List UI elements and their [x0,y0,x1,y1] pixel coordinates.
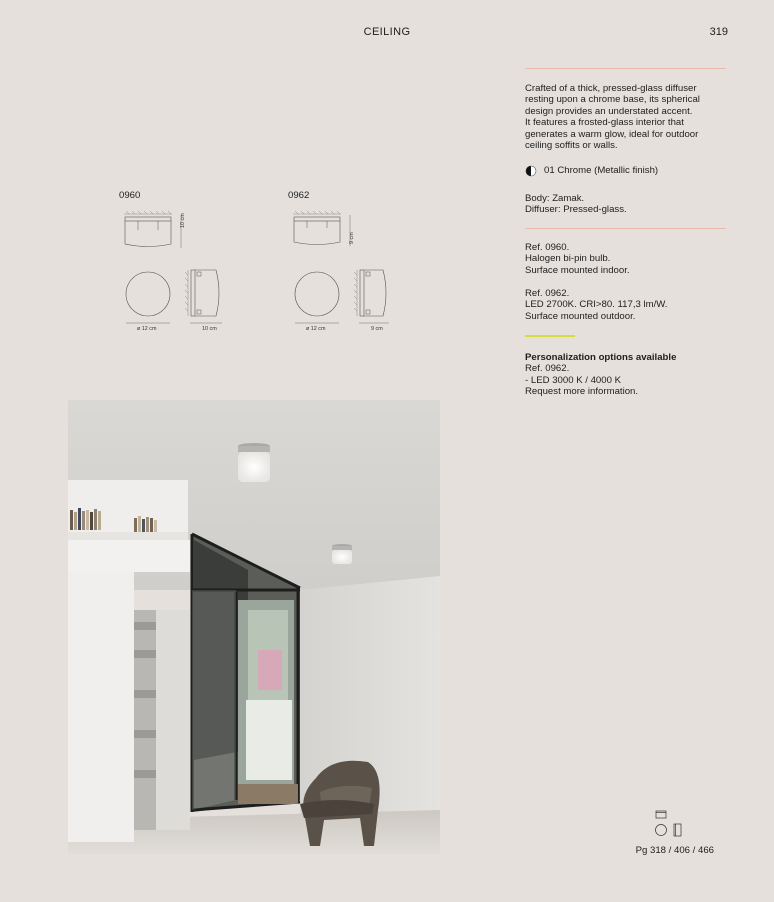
interior-photo [68,400,440,854]
depth-dimension-0962: 9 cm [371,326,383,332]
drawing-model-0960: 0960 [119,190,141,201]
technical-drawing-0962 [281,206,411,336]
diameter-dimension-0960: ø 12 cm [137,326,157,332]
round-shape-icon [656,825,667,836]
footer-icons [652,810,692,838]
drawing-model-0962: 0962 [288,190,310,201]
personalization-title: Personalization options available [525,352,677,363]
description-line: generates a warm glow, ideal for outdoor [525,128,699,140]
ref-code: Ref. 0960. [525,242,570,253]
description-line: ceiling soffits or walls. [525,140,618,152]
personalization-option: - LED 3000 K / 4000 K [525,374,621,386]
reference-0962 [525,288,667,322]
ref-line: Surface mounted indoor. [525,264,630,276]
personalization-note: Request more information. [525,386,639,398]
accent-rule-middle [525,228,726,229]
ref-code: Ref. 0962. [525,288,570,299]
ceiling-light-small [332,544,352,564]
personalization-ref: Ref. 0962. [525,363,570,375]
finish-label: 01 Chrome (Metallic finish) [544,165,659,177]
reference-0960 [525,242,630,276]
description-line: design provides an understated accent. [525,105,693,117]
ref-line: Surface mounted outdoor. [525,310,636,322]
product-description [525,83,730,151]
personalization-block [525,352,676,398]
description-line: resting upon a chrome base, its spherical [525,94,700,106]
ceiling-light-large [238,443,270,482]
technical-drawing-0960 [112,206,242,336]
half-black-circle-icon [525,165,537,177]
wall-mount-icon [674,824,681,836]
section-title: CEILING [363,26,411,38]
ref-line: LED 2700K. CRI>80. 117,3 lm/W. [525,299,668,311]
description-line: It features a frosted-glass interior that [525,117,684,129]
height-dimension-0962: 9 cm [349,232,355,244]
description-line: Crafted of a thick, pressed-glass diffuser [525,83,697,94]
diffuser-material: Diffuser: Pressed-glass. [525,204,627,216]
ref-line: Halogen bi-pin bulb. [525,253,611,265]
page-references: Pg 318 / 406 / 466 [635,845,714,856]
height-dimension-0960: 10 cm [180,213,186,228]
depth-dimension-0960: 10 cm [202,326,217,332]
ceiling-mount-icon [656,811,666,818]
finish-option [525,165,658,177]
yellow-rule [525,335,575,337]
page-number: 319 [709,26,728,38]
diameter-dimension-0962: ø 12 cm [306,326,326,332]
accent-rule-top [525,68,726,69]
materials [525,193,627,216]
body-material: Body: Zamak. [525,193,585,204]
